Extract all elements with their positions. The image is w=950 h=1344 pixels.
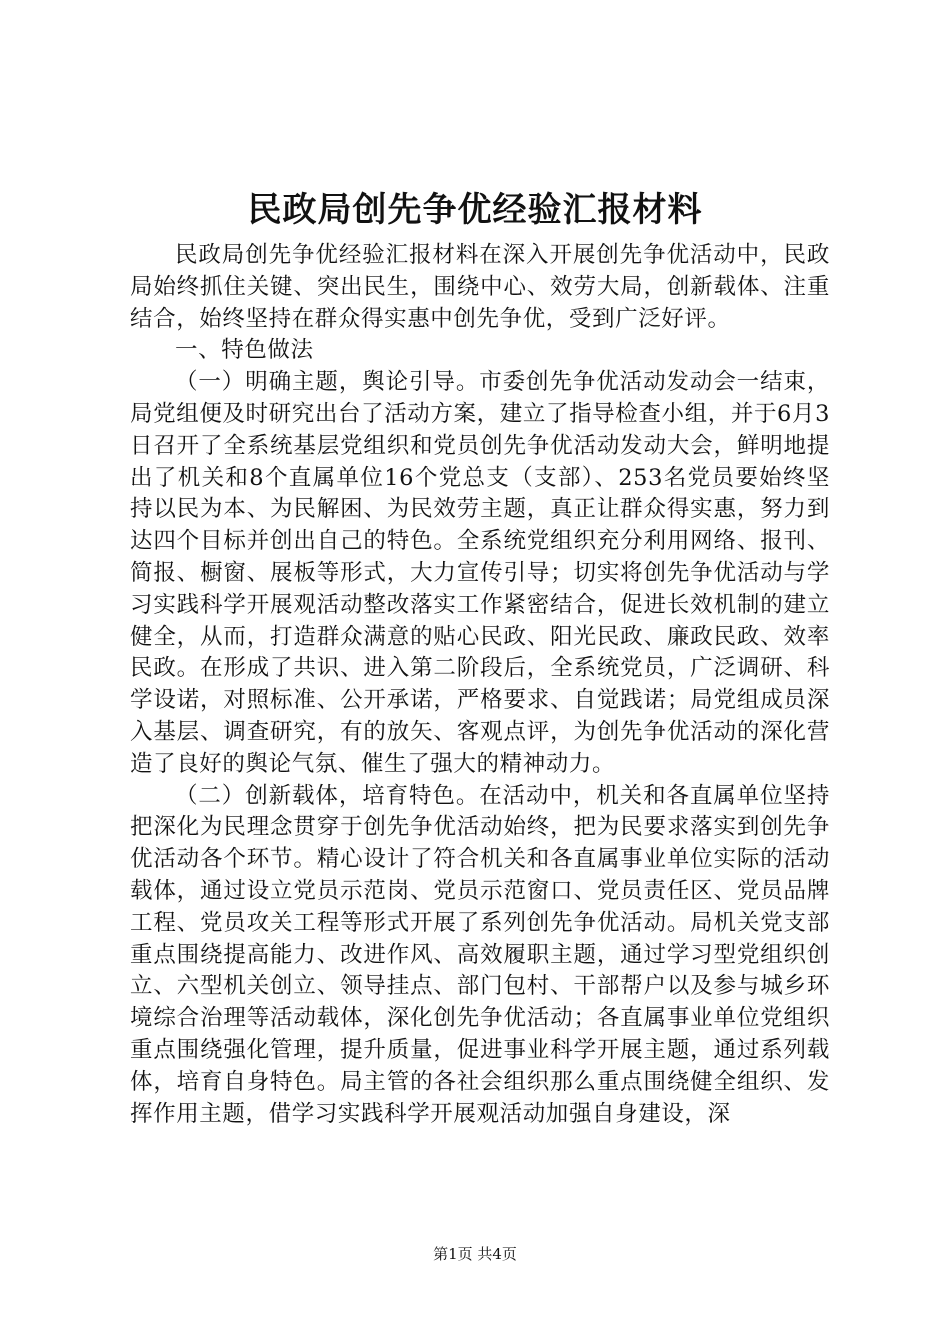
page-footer: 第1页 共4页 (433, 1245, 517, 1263)
document-body (130, 240, 830, 1130)
document-title: 民政局创先争优经验汇报材料 (247, 190, 703, 230)
section-heading-features: 一、特色做法 (175, 337, 314, 364)
paragraph-innovation-carrier: （二）创新载体，培育特色。在活动中，机关和各直属单位坚持把深化为民理念贯穿于创先争优活动始终，把为民要求落实到创先争优活动各个环节。精心设计了符合机关和各直属事业单位实际的活动载体，通过设立党员示范岗、党员示范窗口、党员责任区、党员品牌工程、党员攻关工程等形式开展了系列创先争优活动。局机关党支部重点围绕提高能力、改进作风、高效履职主题，通过学习型党组织创立、六型机关创立、领导挂点、部门包村、干部帮户以及参与城乡环境综合治理等活动载体，深化创先争优活动；各直属事业单位党组织重点围绕强化管理，提升质量，促进事业科学开展主题，通过系列载体，培育自身特色。局主管的各社会组织那么重点围绕健全组织、发挥作用主题，借学习实践科学开展观活动加强自身建设，深 (130, 782, 830, 1127)
intro-paragraph: 民政局创先争优经验汇报材料在深入开展创先争优活动中，民政局始终抓住关键、突出民生，围绕中心、效劳大局，创新载体、注重结合，始终坚持在群众得实惠中创先争优，受到广泛好评。 (130, 242, 830, 332)
paragraph-theme-guidance: （一）明确主题，舆论引导。市委创先争优活动发动会一结束，局党组便及时研究出台了活动方案，建立了指导检查小组，并于6月3日召开了全系统基层党组织和党员创先争优活动发动大会，鲜明地提出了机关和8个直属单位16个党总支（支部）、253名党员要始终坚持以民为本、为民解困、为民效劳主题，真正让群众得实惠，努力到达四个目标并创出自己的特色。全系统党组织充分利用网络、报刊、简报、橱窗、展板等形式，大力宣传引导；切实将创先争优活动与学习实践科学开展观活动整改落实工作紧密结合，促进长效机制的建立健全，从而，打造群众满意的贴心民政、阳光民政、廉政民政、效率民政。在形成了共识、进入第二阶段后，全系统党员，广泛调研、科学设诺，对照标准、公开承诺，严格要求、自觉践诺；局党组成员深入基层、调查研究，有的放矢、客观点评，为创先争优活动的深化营造了良好的舆论气氛、催生了强大的精神动力。 (130, 369, 830, 777)
